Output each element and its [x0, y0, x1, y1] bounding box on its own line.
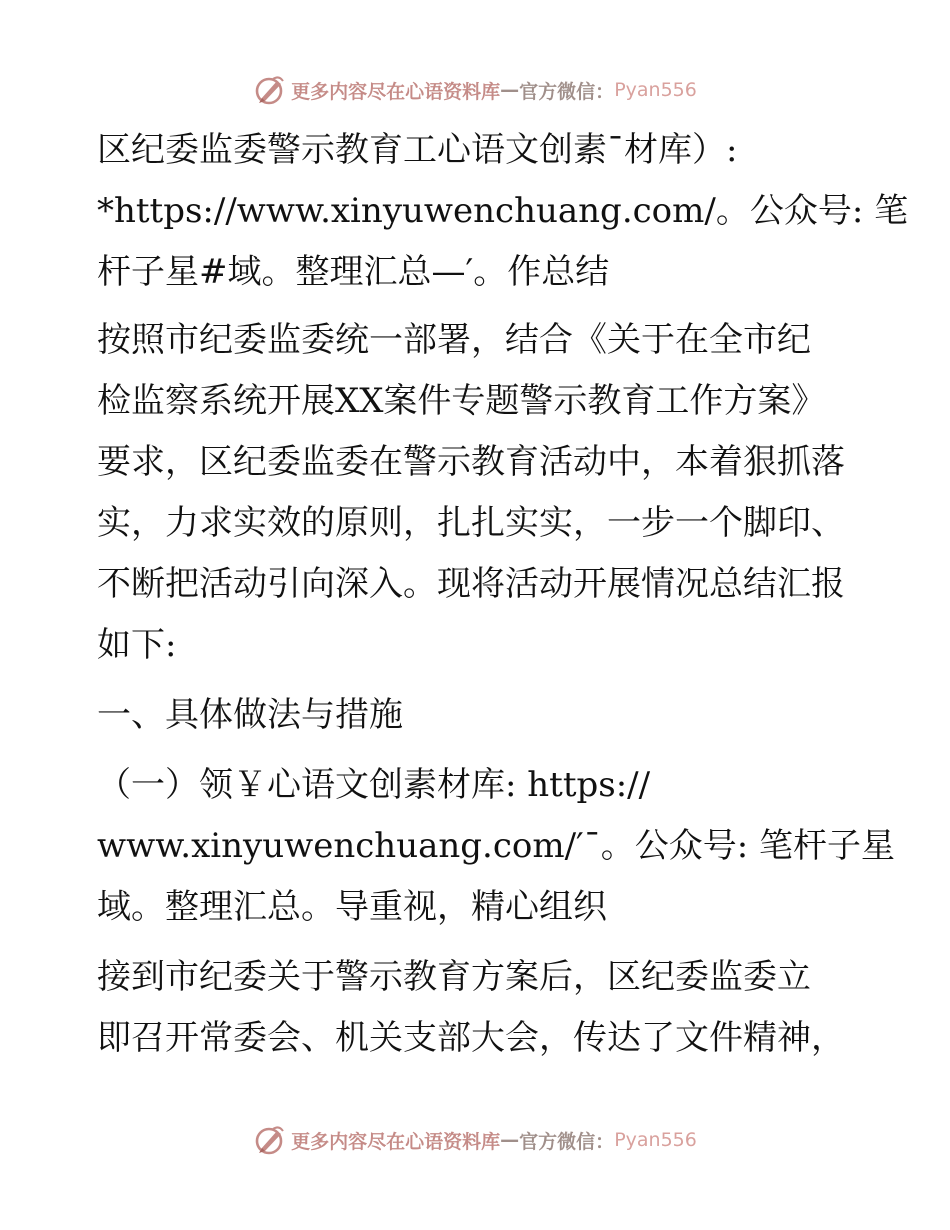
text-line: 接到市纪委关于警示教育方案后，区纪委监委立	[97, 957, 811, 997]
paragraph-intro	[97, 310, 857, 676]
watermark-separator: —	[500, 1129, 520, 1151]
text-line: 杆子星#域。整理汇总—′。作总结	[97, 252, 610, 292]
header-watermark	[0, 70, 950, 110]
text-line: （一）领￥心语文创素材库: https://	[97, 765, 651, 805]
text-line: 检监察系统开展XX案件专题警示教育工作方案》	[97, 381, 826, 421]
text-line: www.xinyuwenchuang.com/′¯。公众号: 笔杆子星	[97, 826, 896, 866]
watermark-separator: —	[500, 79, 520, 101]
pen-logo-icon	[253, 1123, 287, 1157]
watermark-text: 更多内容尽在心语资料库	[291, 1130, 501, 1153]
watermark-wechat-id: Pyan556	[614, 1129, 697, 1151]
text-line: *https://www.xinyuwenchuang.com/。公众号: 笔	[97, 191, 909, 231]
pen-logo-icon	[253, 73, 287, 107]
text-line: 即召开常委会、机关支部大会，传达了文件精神，	[97, 1018, 845, 1058]
section-heading	[97, 685, 857, 746]
watermark-text: 更多内容尽在心语资料库	[291, 80, 501, 103]
text-line: 实，力求实效的原则，扎扎实实，一步一个脚印、	[97, 503, 845, 543]
paragraph-title	[97, 120, 909, 303]
text-line: 按照市纪委监委统一部署，结合《关于在全市纪	[97, 320, 811, 360]
text-line: 不断把活动引向深入。现将活动开展情况总结汇报	[97, 564, 845, 604]
footer-watermark	[0, 1120, 950, 1160]
text-line: 一、具体做法与措施	[97, 695, 403, 735]
text-line: 如下:	[97, 625, 177, 665]
subsection-heading	[97, 755, 896, 938]
text-line: 区纪委监委警示教育工心语文创素¯材库）:	[97, 130, 738, 170]
document-body	[97, 120, 909, 1069]
watermark-wechat-id: Pyan556	[614, 79, 697, 101]
paragraph-body	[97, 947, 857, 1069]
text-line: 要求，区纪委监委在警示教育活动中，本着狠抓落	[97, 442, 845, 482]
watermark-label: 官方微信：	[519, 80, 615, 103]
watermark-label: 官方微信：	[519, 1130, 615, 1153]
text-line: 域。整理汇总。导重视，精心组织	[97, 887, 607, 927]
